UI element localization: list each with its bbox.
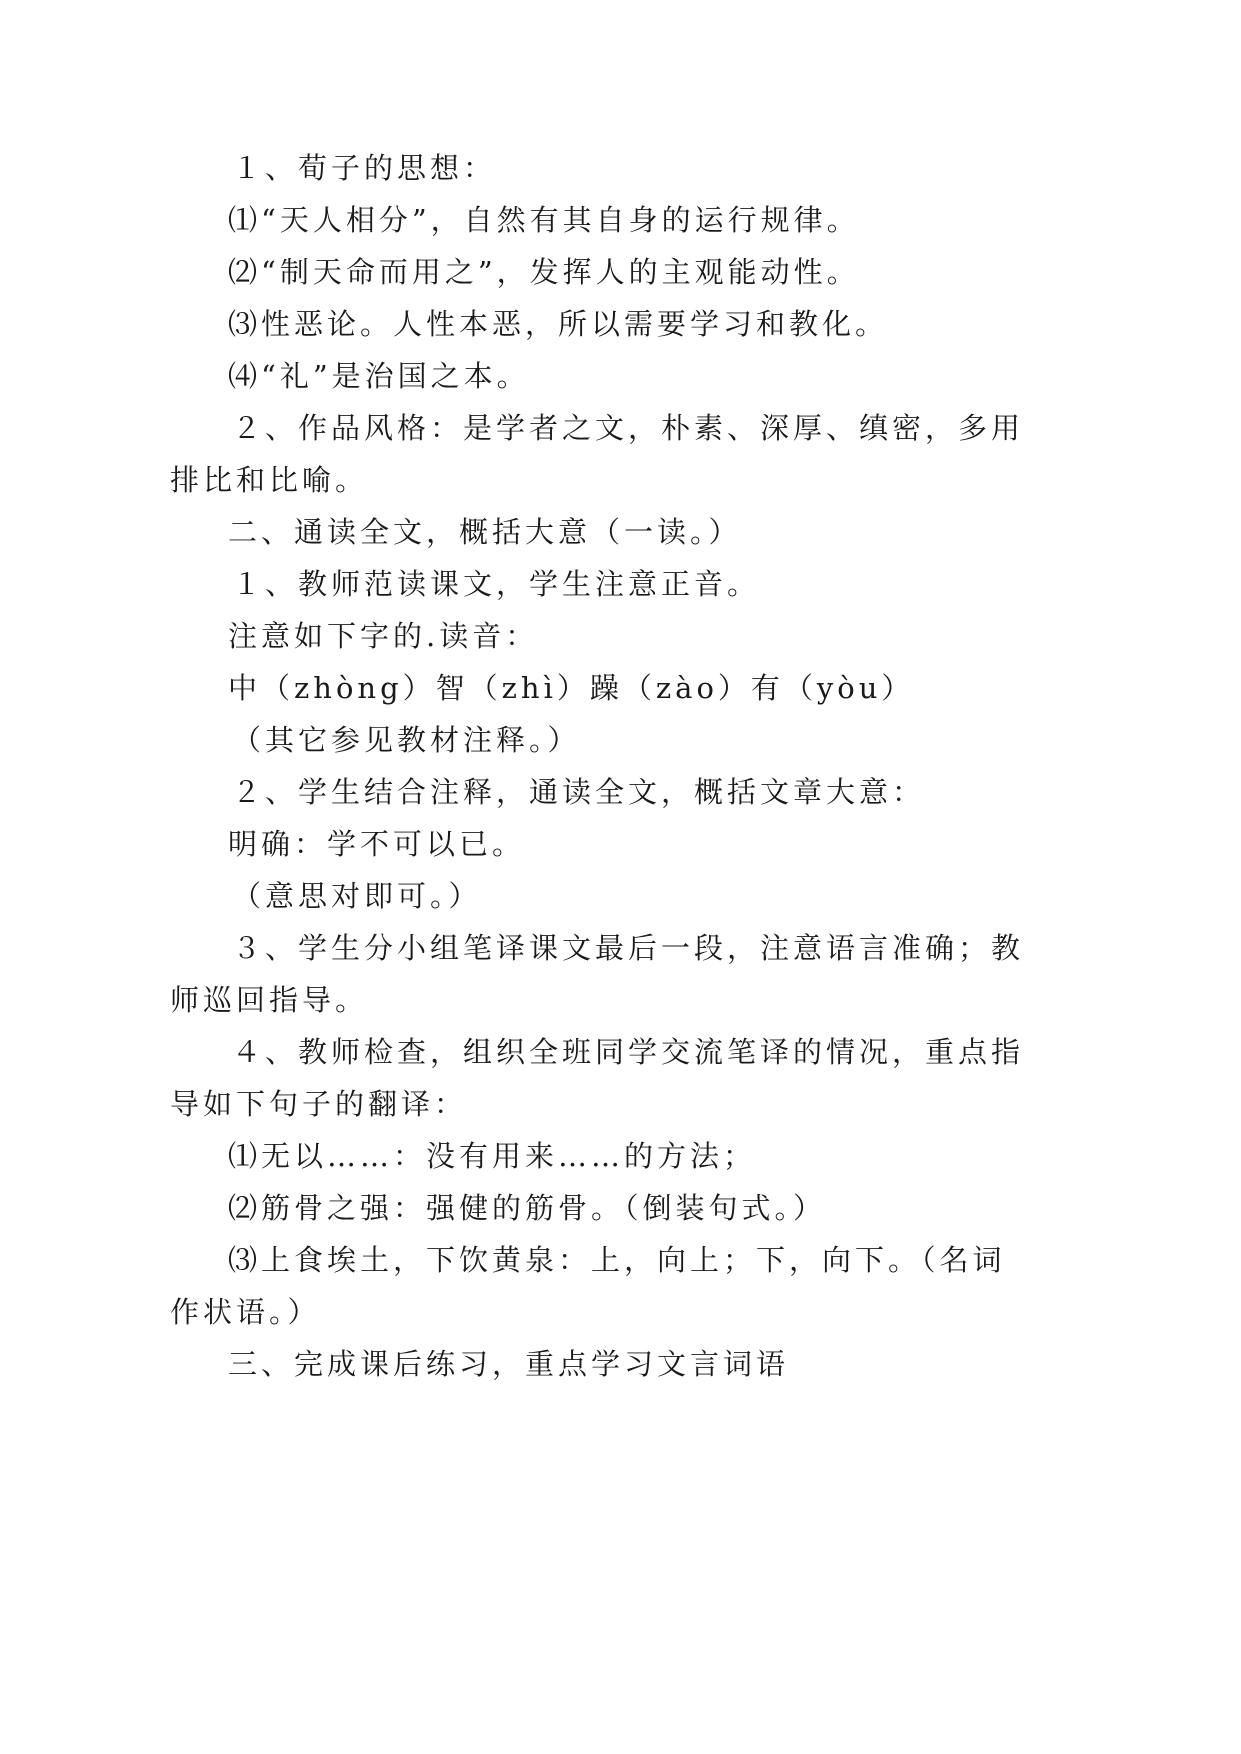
text-line: ４、教师检查，组织全班同学交流笔译的情况，重点指 — [232, 1035, 1025, 1069]
text-line: ⑶性恶论。人性本恶，所以需要学习和教化。 — [228, 307, 889, 341]
text-line: 二、通读全文，概括大意（一读。） — [228, 515, 742, 549]
text-line: ⑶上食埃土，下饮黄泉：上，向上；下，向下。（名词 — [228, 1243, 1006, 1277]
text-line: ２、作品风格：是学者之文，朴素、深厚、缜密，多用 — [232, 411, 1025, 445]
text-line: １、荀子的思想： — [232, 151, 497, 185]
text-line: 中（zhòng）智（zhì）躁（zào）有（yòu） — [228, 671, 915, 705]
text-line: ⑵“制天命而用之”，发挥人的主观能动性。 — [228, 255, 860, 289]
text-line: 师巡回指导。 — [170, 983, 369, 1017]
text-line: 注意如下字的.读音： — [228, 619, 539, 653]
text-line: 作状语。） — [170, 1295, 321, 1329]
text-line: ⑴无以……：没有用来……的方法； — [228, 1139, 757, 1173]
text-line: 排比和比喻。 — [170, 463, 369, 497]
text-line: （意思对即可。） — [232, 879, 482, 913]
text-line: ３、学生分小组笔译课文最后一段，注意语言准确；教 — [232, 931, 1025, 965]
text-line: ２、学生结合注释，通读全文，概括文章大意： — [232, 775, 926, 809]
text-line: ⑴“天人相分”，自然有其自身的运行规律。 — [228, 203, 860, 237]
text-line: （其它参见教材注释。） — [232, 723, 581, 757]
text-line: ⑵筋骨之强：强健的筋骨。（倒装句式。） — [228, 1191, 827, 1225]
text-line: ⑷“礼”是治国之本。 — [228, 359, 530, 393]
text-line: １、教师范读课文，学生注意正音。 — [232, 567, 761, 601]
text-line: 导如下句子的翻译： — [170, 1087, 468, 1121]
text-line: 三、完成课后练习，重点学习文言词语 — [228, 1347, 790, 1381]
text-line: 明确：学不可以已。 — [228, 827, 526, 861]
